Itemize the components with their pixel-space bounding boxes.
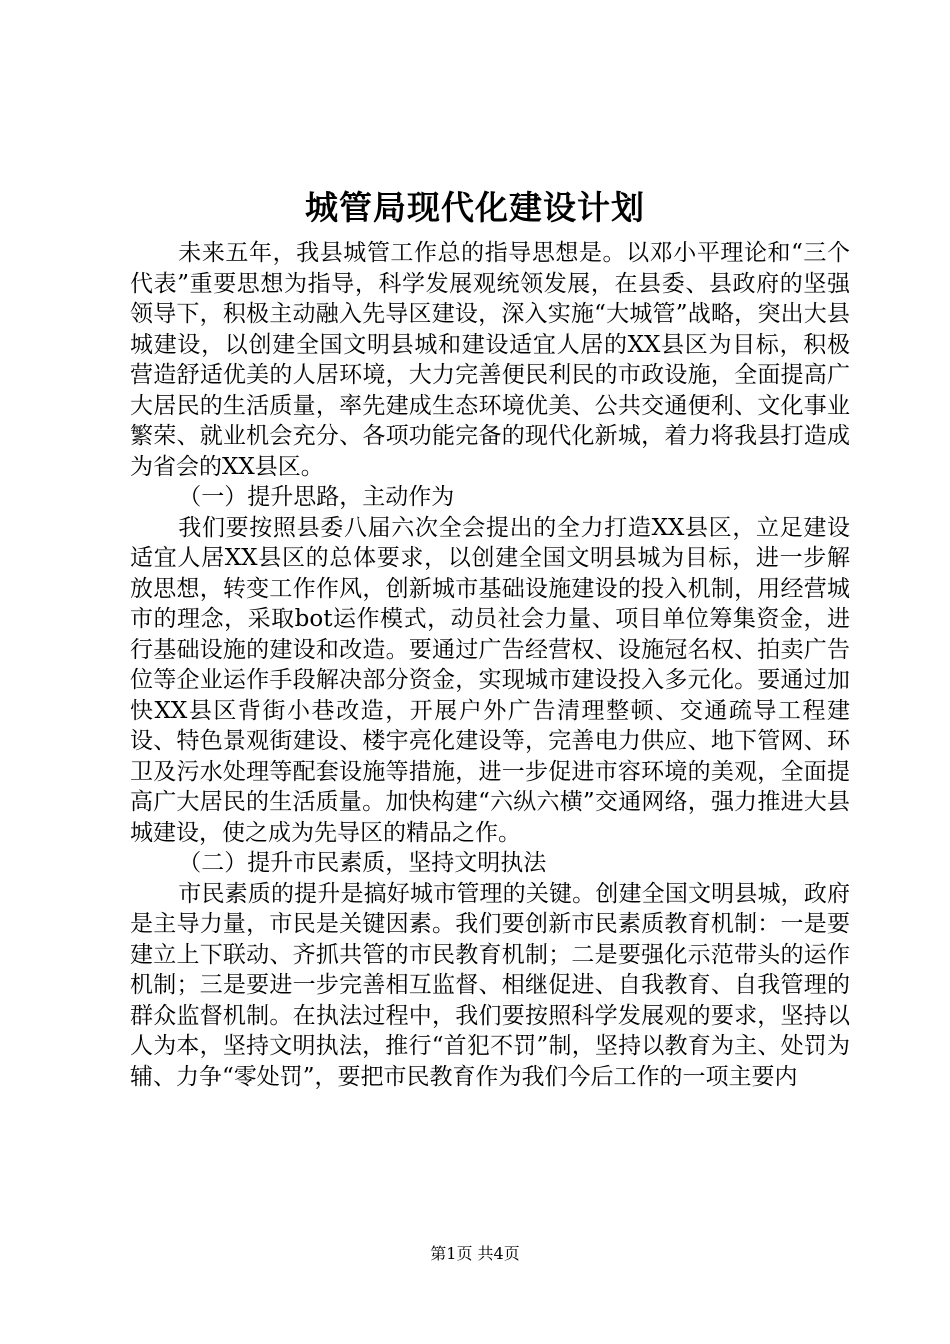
document-body xyxy=(130,238,850,1092)
paragraph-section-1: 我们要按照县委八届六次全会提出的全力打造XX县区，立足建设适宜人居XX县区的总体要求，以创建全国文明县城为目标，进一步解放思想，转变工作作风，创新城市基础设施建设的投入机制，用经营城市的理念，采取bot运作模式，动员社会力量、项目单位筹集资金，进行基础设施的建设和改造。要通过广告经营权、设施冠名权、拍卖广告位等企业运作手段解决部分资金，实现城市建设投入多元化。要通过加快XX县区背街小巷改造，开展户外广告清理整顿、交通疏导工程建设、特色景观街建设、楼宇亮化建设等，完善电力供应、地下管网、环卫及污水处理等配套设施等措施，进一步促进市容环境的美观，全面提高广大居民的生活质量。加快构建“六纵六横”交通网络，强力推进大县城建设，使之成为先导区的精品之作。 xyxy=(130,514,850,846)
section-heading-1: （一）提升思路，主动作为 xyxy=(178,484,455,510)
paragraph-section-2: 市民素质的提升是搞好城市管理的关键。创建全国文明县城，政府是主导力量，市民是关键因素。我们要创新市民素质教育机制：一是要建立上下联动、齐抓共管的市民教育机制；二是要强化示范带头的运作机制；三是要进一步完善相互监督、相继促进、自我教育、自我管理的群众监督机制。在执法过程中，我们要按照科学发展观的要求，坚持以人为本，坚持文明执法，推行“首犯不罚”制，坚持以教育为主、处罚为辅、力争“零处罚”，要把市民教育作为我们今后工作的一项主要内 xyxy=(130,880,850,1090)
document-title: 城管局现代化建设计划 xyxy=(305,188,645,227)
section-heading-2: （二）提升市民素质，坚持文明执法 xyxy=(178,850,547,876)
paragraph-intro: 未来五年，我县城管工作总的指导思想是。以邓小平理论和“三个代表”重要思想为指导，科学发展观统领发展，在县委、县政府的坚强领导下，积极主动融入先导区建设，深入实施“大城管”战略，突出大县城建设，以创建全国文明县城和建设适宜人居的XX县区为目标，积极营造舒适优美的人居环境，大力完善便民利民的市政设施，全面提高广大居民的生活质量，率先建成生态环境优美、公共交通便利、文化事业繁荣、就业机会充分、各项功能完备的现代化新城，着力将我县打造成为省会的XX县区。 xyxy=(130,240,850,480)
page-footer: 第1页 共4页 xyxy=(430,1244,520,1263)
